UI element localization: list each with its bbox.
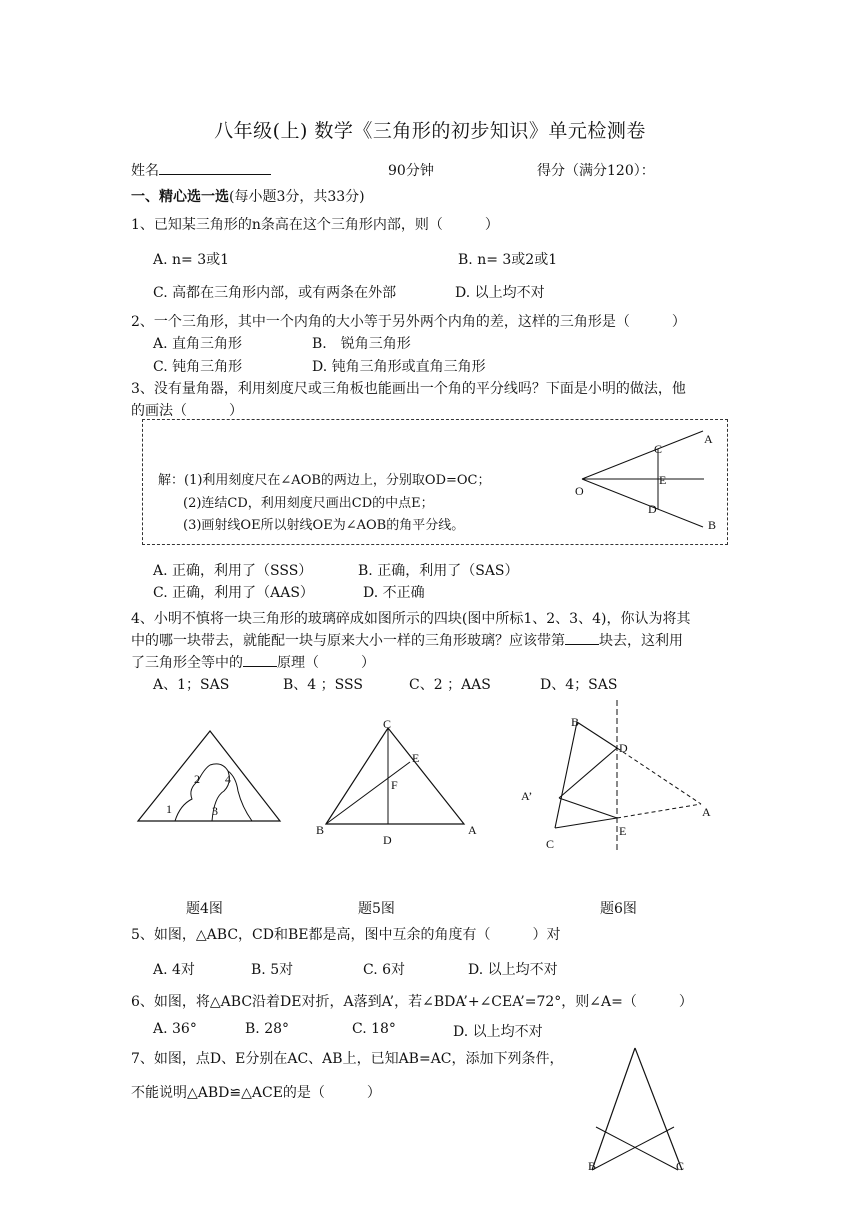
q1-option-d: D. 以上均不对 (455, 285, 545, 301)
side-da1 (559, 748, 617, 798)
q3-option-c: C. 正确，利用了（AAS） (153, 585, 314, 601)
label-d: D (648, 502, 657, 516)
label-o: O (575, 484, 584, 498)
q3-option-d: D. 不正确 (363, 585, 425, 601)
piece-label-4: 4 (225, 772, 231, 786)
q6-option-c: C. 18° (352, 1021, 396, 1037)
q4-stem-line3 (131, 652, 375, 672)
q1-option-b: B. n= 3或2或1 (458, 252, 558, 268)
label-b: B (316, 823, 325, 837)
q3-solution-step3: (3)画射线OE所以射线OE为∠AOB的角平分线。 (183, 518, 465, 533)
q4-stem-part: 了三角形全等中的 (131, 655, 243, 671)
segment-ce (596, 1127, 678, 1170)
q4-option-d: D、4；SAS (540, 677, 618, 693)
q3-option-a: A. 正确，利用了（SSS） (153, 563, 313, 579)
q4-blank-piece[interactable] (565, 632, 599, 645)
figure-7-isosceles-triangle (582, 1042, 692, 1216)
label-a-prime: A’ (521, 789, 533, 803)
q6-option-b: B. 28° (245, 1021, 290, 1037)
label-b: B (708, 518, 717, 532)
name-field (131, 160, 271, 180)
piece-label-3: 3 (212, 804, 218, 818)
q2-option-a: A. 直角三角形 (153, 336, 243, 352)
name-label: 姓名 (131, 163, 159, 179)
q4-stem-line1: 4、小明不慎将一块三角形的玻璃碎成如图所示的四块(图中所标1、2、3、4)，你认为将其 (131, 611, 691, 627)
crack-line (228, 771, 252, 821)
q4-stem-part: 原理（ ） (277, 655, 375, 671)
piece-label-1: 1 (166, 802, 172, 816)
q2-option-b: B. 锐角三角形 (312, 336, 411, 352)
side-bc (555, 722, 577, 828)
q4-option-b: B、4 ；SSS (283, 677, 363, 693)
q5-option-b: B. 5对 (251, 962, 294, 978)
caption-figure-6: 题6图 (600, 901, 637, 917)
label-c: C (546, 837, 555, 851)
figure-5-triangle-altitudes (312, 716, 482, 851)
ray-oa (582, 431, 703, 479)
label-c: C (654, 442, 663, 456)
triangle-outline (138, 731, 280, 821)
side-ce (555, 818, 617, 828)
q3-option-b: B. 正确，利用了（SAS） (358, 563, 519, 579)
label-e: E (659, 473, 667, 487)
q1-stem: 1、已知某三角形的n条高在这个三角形内部，则（ ） (131, 217, 499, 233)
q3-angle-figure (570, 425, 720, 535)
section-heading (131, 186, 365, 206)
q3-solution-step2: (2)连结CD，利用刻度尺画出CD的中点E； (183, 496, 434, 511)
q5-option-d: D. 以上均不对 (468, 962, 558, 978)
label-a: A (468, 823, 477, 837)
q1-option-a: A. n= 3或1 (153, 252, 230, 268)
dashed-ea (617, 804, 701, 818)
label-b: B (571, 715, 580, 729)
label-f: F (391, 778, 398, 792)
q6-option-a: A. 36° (153, 1021, 197, 1037)
q6-option-d: D. 以上均不对 (453, 1024, 543, 1040)
crack-line (175, 765, 210, 821)
q4-option-c: C、2 ；AAS (409, 677, 491, 693)
q5-option-a: A. 4对 (153, 962, 195, 978)
label-a: A (702, 805, 711, 819)
side-a1e (559, 798, 617, 818)
q2-option-c: C. 钝角三角形 (153, 359, 243, 375)
ray-ob (582, 479, 703, 527)
q6-stem: 6、如图，将△ABC沿着DE对折，A落到A’，若∠BDA’+∠CEA’=72°，则∠A=（ ） (131, 994, 693, 1010)
label-e: E (412, 751, 420, 765)
q5-stem: 5、如图，△ABC，CD和BE都是高，图中互余的角度有（ ）对 (131, 927, 561, 943)
label-c: C (676, 1159, 685, 1173)
q2-stem: 2、一个三角形，其中一个内角的大小等于另外两个内角的差，这样的三角形是（ ） (131, 314, 686, 330)
page-title: 八年级(上) 数学《三角形的初步知识》单元检测卷 (214, 120, 646, 142)
q5-option-c: C. 6对 (363, 962, 406, 978)
q4-stem-line2 (131, 630, 683, 650)
label-d: D (619, 741, 628, 755)
q4-option-a: A、1；SAS (153, 677, 230, 693)
caption-figure-4: 题4图 (186, 901, 223, 917)
label-c: C (383, 717, 392, 731)
label-d: D (383, 833, 392, 847)
label-e: E (619, 824, 627, 838)
q7-stem-line2: 不能说明△ABD≌△ACE的是（ ） (131, 1085, 381, 1101)
score-label: 得分（满分120）： (537, 163, 655, 179)
q3-solution-step1: 解：(1)利用刻度尺在∠AOB的两边上，分别取OD=OC； (158, 473, 491, 488)
q4-stem-part: 块去，这利用 (599, 633, 683, 649)
dashed-da (617, 748, 701, 804)
section-title: 一、精心选一选 (131, 189, 229, 205)
piece-label-2: 2 (194, 772, 200, 786)
q4-stem-part: 中的哪一块带去，就能配一块与原来大小一样的三角形玻璃？应该带第 (131, 633, 565, 649)
side-bd (577, 722, 617, 748)
label-a: A (704, 432, 713, 446)
triangle-abc (326, 728, 464, 824)
figure-4-broken-triangle (130, 725, 290, 830)
caption-figure-5: 题5图 (358, 901, 395, 917)
time-limit: 90分钟 (388, 163, 434, 179)
q4-blank-principle[interactable] (243, 654, 277, 667)
name-blank[interactable] (159, 160, 271, 175)
q7-stem-line1: 7、如图，点D、E分别在AC、AB上，已知AB=AC，添加下列条件， (131, 1051, 564, 1067)
side-ab (592, 1048, 635, 1170)
section-note: (每小题3分，共33分) (229, 189, 365, 205)
q1-option-c: C. 高都在三角形内部，或有两条在外部 (153, 285, 397, 301)
altitude-be (326, 762, 410, 824)
label-b: B (588, 1159, 597, 1173)
q2-option-d: D. 钝角三角形或直角三角形 (312, 359, 486, 375)
figure-6-folded-triangle (515, 700, 715, 855)
q3-stem-line1: 3、没有量角器，利用刻度尺或三角板也能画出一个角的平分线吗？下面是小明的做法，他 (131, 381, 686, 397)
q3-stem-line2: 的画法（ ） (131, 403, 243, 419)
